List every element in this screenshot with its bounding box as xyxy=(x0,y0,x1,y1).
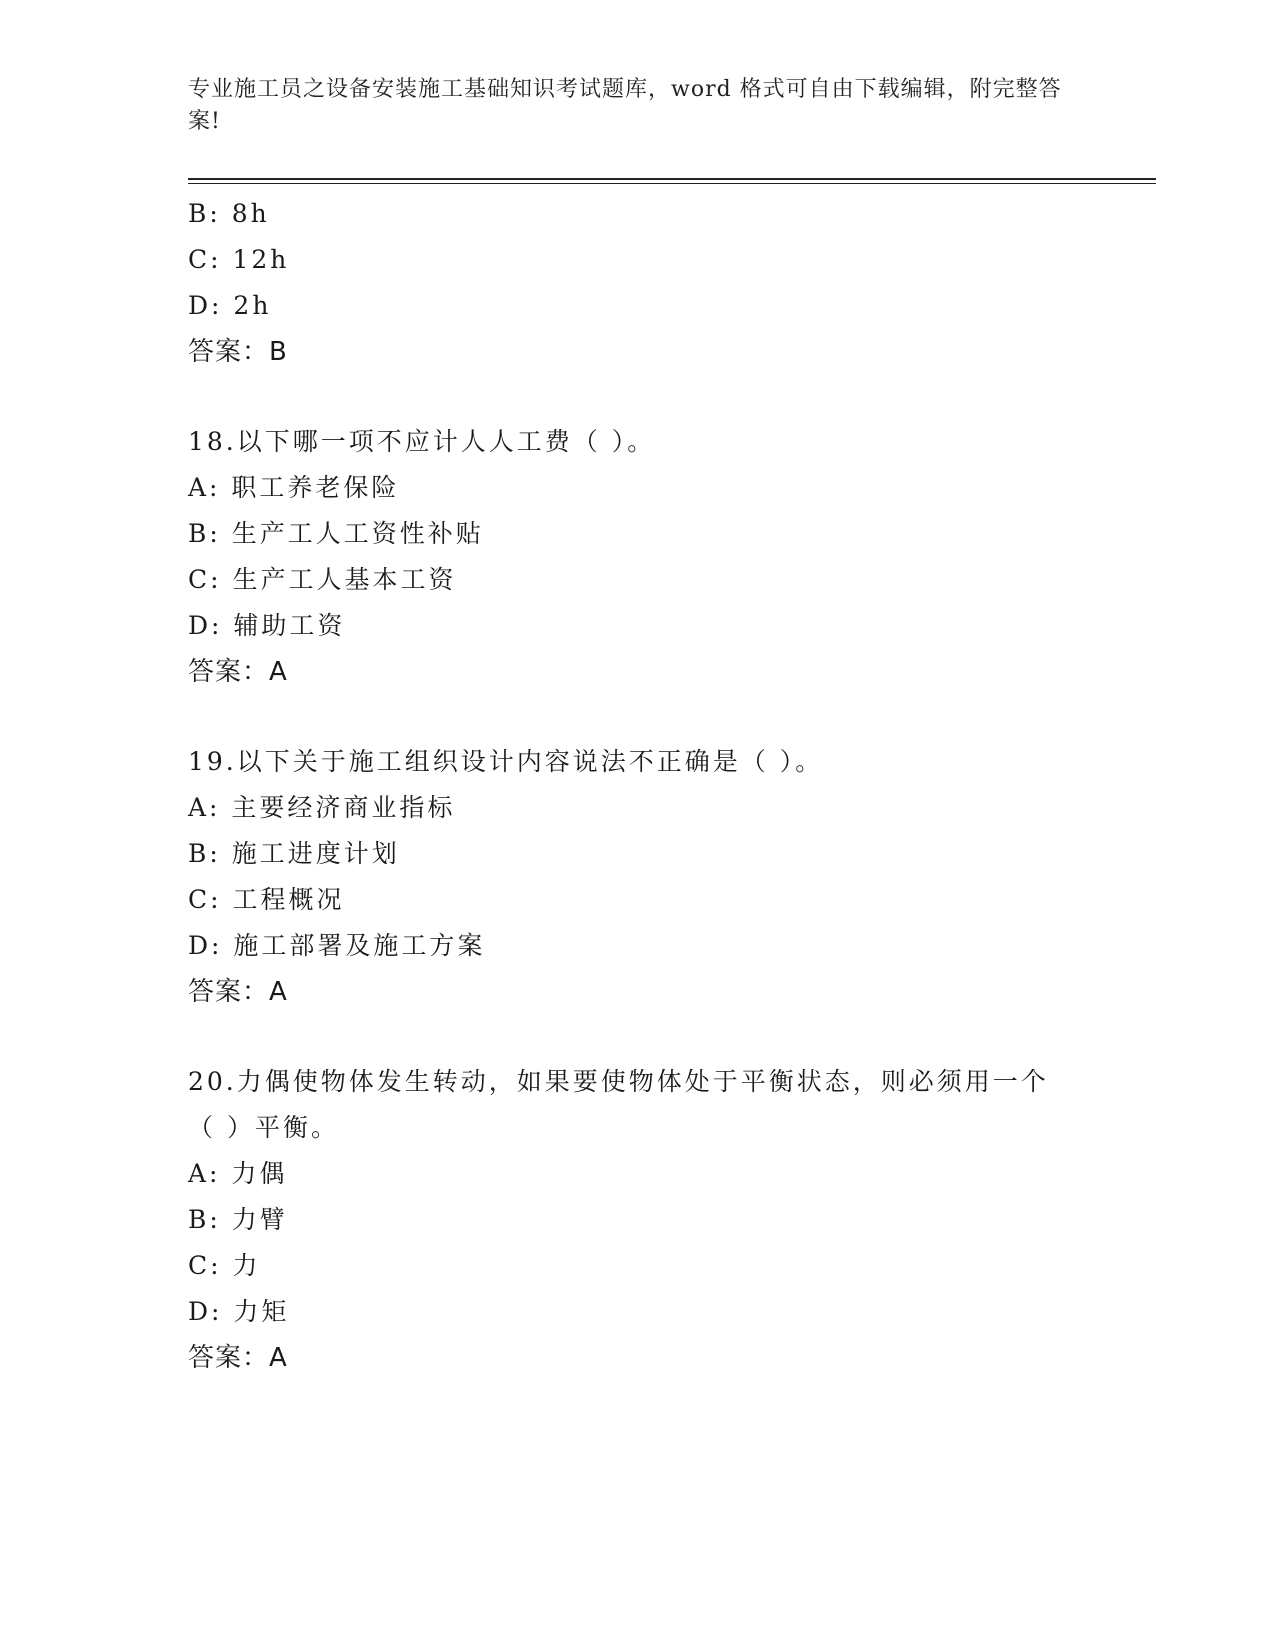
answer-line: 答案：A xyxy=(188,977,288,1007)
answer-line: 答案：A xyxy=(188,657,288,687)
header-rule-thin xyxy=(188,183,1156,184)
question-20 xyxy=(188,1059,1088,1381)
option-b: B: 生产工人工资性补贴 xyxy=(188,519,484,548)
option-a: A: 主要经济商业指标 xyxy=(188,793,456,822)
option-a: A: 力偶 xyxy=(188,1159,288,1188)
option-c: C: 力 xyxy=(188,1251,261,1280)
option-a: A: 职工养老保险 xyxy=(188,473,400,502)
document-header xyxy=(188,74,1068,138)
header-text: 专业施工员之设备安装施工基础知识考试题库，word 格式可自由下载编辑，附完整答案! xyxy=(188,77,1062,134)
previous-question-tail xyxy=(188,191,1088,375)
question-19 xyxy=(188,739,1088,1015)
header-rule-thick xyxy=(188,178,1156,180)
option-b: B: 8h xyxy=(188,199,270,228)
option-c: C: 12h xyxy=(188,245,290,274)
question-stem: 18.以下哪一项不应计人人工费（ ）。 xyxy=(188,427,656,456)
option-b: B: 施工进度计划 xyxy=(188,839,400,868)
option-d: D: 2h xyxy=(188,291,272,320)
question-stem: 20.力偶使物体发生转动，如果要使物体处于平衡状态，则必须用一个（ ）平衡。 xyxy=(188,1067,1049,1142)
question-stem: 19.以下关于施工组织设计内容说法不正确是（ ）。 xyxy=(188,747,824,776)
option-c: C: 工程概况 xyxy=(188,885,345,914)
answer-line: 答案：B xyxy=(188,337,288,367)
option-b: B: 力臂 xyxy=(188,1205,288,1234)
option-d: D: 施工部署及施工方案 xyxy=(188,931,486,960)
document-body xyxy=(188,191,1088,1381)
option-c: C: 生产工人基本工资 xyxy=(188,565,457,594)
option-d: D: 辅助工资 xyxy=(188,611,346,640)
question-18 xyxy=(188,419,1088,695)
option-d: D: 力矩 xyxy=(188,1297,290,1326)
answer-line: 答案：A xyxy=(188,1343,288,1373)
